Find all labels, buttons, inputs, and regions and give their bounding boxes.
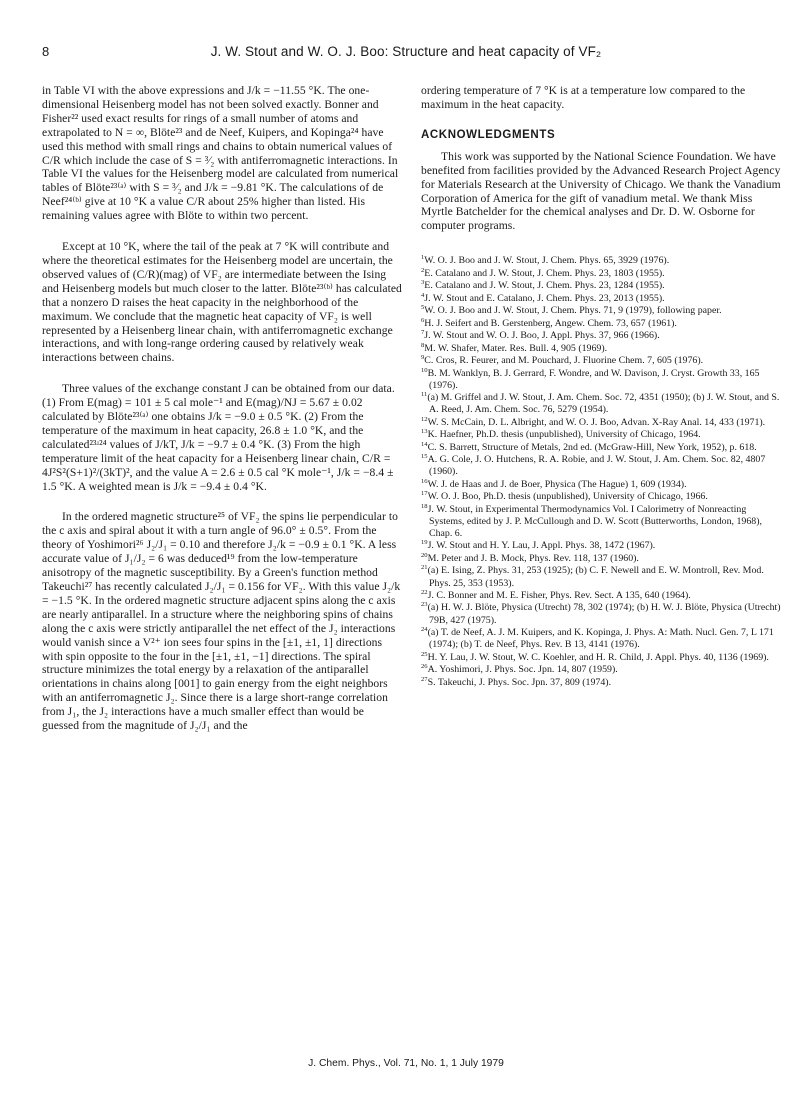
running-header [0,44,812,64]
reference-item [421,553,783,565]
reference-item [421,318,783,330]
paragraph: ordering temperature of 7 °K is at a temperature low compared to the maximum in the heat capacity. [421,84,746,111]
reference-text: J. W. Stout and E. Catalano, J. Chem. Phys. 23, 2013 (1955). [424,292,665,304]
acknowledgments-heading: ACKNOWLEDGMENTS [421,128,556,141]
reference-item [421,504,783,540]
acknowledgments-text: This work was supported by the National Science Foundation. We have benefited from facilities provided by the Advanced Research Project Agency for Materials Research at the University of Chicago. We thank the Vanadium Corporation of America for the gift of vanadium metal. We thank Miss Myrtle Batchelder for the chemical analyses and Dr. D. W. Osborne for computer programs. [421,149,781,233]
reference-number: 24 [421,626,428,634]
reference-number: 13 [421,428,428,436]
reference-number: 17 [421,490,428,498]
reference-number: 5 [421,304,425,312]
reference-number: 12 [421,415,428,423]
reference-text: W. S. McCain, D. L. Albright, and W. O. J. Boo, Advan. X-Ray Anal. 14, 433 (1971). [427,416,766,428]
reference-text: J. W. Stout and W. O. J. Boo, J. Appl. Phys. 37, 966 (1966). [424,330,660,342]
reference-text: J. W. Stout and H. Y. Lau, J. Appl. Phys. 38, 1472 (1967). [427,540,656,552]
reference-text: W. O. J. Boo and J. W. Stout, J. Chem. Phys. 71, 9 (1979), following paper. [424,305,722,317]
reference-item [421,268,783,280]
reference-text: S. Takeuchi, J. Phys. Soc. Jpn. 37, 809 (1974). [427,676,612,688]
reference-item [421,491,783,503]
reference-number: 19 [421,539,428,547]
reference-item [421,540,783,552]
reference-item [421,677,783,689]
reference-number: 21 [421,564,428,572]
reference-text: W. O. J. Boo, Ph.D. thesis (unpublished), University of Chicago, 1966. [427,491,708,503]
reference-number: 14 [421,440,428,448]
reference-text: (a) H. W. J. Blöte, Physica (Utrecht) 78, 302 (1974); (b) H. W. J. Blöte, Physica (Utrecht) 79B, 427 (1975). [427,602,781,626]
reference-item [421,429,783,441]
reference-text: C. Cros, R. Feurer, and M. Pouchard, J. Fluorine Chem. 7, 605 (1976). [424,355,704,367]
reference-number: 27 [421,675,428,683]
reference-text: (a) T. de Neef, A. J. M. Kuipers, and K. Kopinga, J. Phys. A: Math. Nucl. Gen. 7, L 171 (1974); (b) T. de Neef, Phys. Rev. B 13, 4141 (1976). [427,627,774,651]
reference-number: 26 [421,663,428,671]
paragraph: In the ordered magnetic structure²⁵ of VF₂ the spins lie perpendicular to the c axis and spiral about it with a turn angle of 96.0° ± 0.5°. From the theory of Yoshimori²⁶ J₂/J₁ = 0.10 and therefore J₂/k = −0.9 ± 0.1 °K. A less accurate value of J₁/J₂ = 6 was deduced¹⁹ from the low-temperature anisotropy of the magnetic susceptibility. By a Green's function method Takeuchi²⁷ has recently calculated J₂/J₁ = 0.156 for VF₂. With this value J₂/k = −1.5 °K. In the ordered magnetic structure adjacent spins along the c axis are nearly antiparallel. In a structure where the neighboring spins of chains along the c axis were strictly antiparallel the net effect of the J₂ interactions would vanish since a V²⁺ ion sees four spins in the [±1, ±1, 1] directions with spin opposite to the four in the [±1, ±1, −1] directions. The spiral structure minimizes the total energy by a relaxation of the antiparallel orientations in chains along [001] to gain energy from the eight neighbors with an antiferromagnetic J₂. Since there is a large short-range correlation from J₁, the J₂ interactions have a much smaller effect than would be guessed from the magnitude of J₂/J₁ and the [42,510,401,733]
reference-item [421,565,783,589]
reference-item [421,627,783,651]
reference-text: H. J. Seifert and B. Gerstenberg, Angew. Chem. 73, 657 (1961). [424,317,677,329]
reference-number: 11 [421,391,428,399]
right-column [421,84,783,689]
reference-text: A. Yoshimori, J. Phys. Soc. Jpn. 14, 807 (1959). [427,664,618,676]
reference-item [421,343,783,355]
reference-item [421,305,783,317]
left-column [42,84,402,750]
reference-item [421,454,783,478]
reference-text: H. Y. Lau, J. W. Stout, W. C. Koehler, and H. R. Child, J. Appl. Phys. 40, 1136 (1969). [427,651,769,663]
reference-text: B. M. Wanklyn, B. J. Gerrard, F. Wondre, and W. Davison, J. Cryst. Growth 33, 165 (1976). [427,367,760,391]
reference-item [421,280,783,292]
reference-number: 23 [421,601,428,609]
reference-text: E. Catalano and J. W. Stout, J. Chem. Phys. 23, 1803 (1955). [424,267,665,279]
reference-item [421,368,783,392]
reference-number: 3 [421,279,425,287]
reference-item [421,392,783,416]
reference-number: 15 [421,453,428,461]
reference-text: M. W. Shafer, Mater. Res. Bull. 4, 905 (1969). [424,342,608,354]
paragraph: in Table VI with the above expressions and J/k = −11.55 °K. The one-dimensional Heisenberg model has not been solved exactly. Bonner and Fisher²² used exact results for rings of a small number of atoms and extrapolated to N = ∞, Blöte²³ and de Neef, Kuipers, and Kopinga²⁴ have used this method with small rings and chains to obtain numerical values of C/R which include the case of S = ³⁄₂ with antiferromagnetic interactions. In Table VI the values for the Heisenberg model are calculated from numerical tables of Blöte²³⁽ᵃ⁾ with S = ³⁄₂ and J/k = −9.81 °K. The calculations of de Neef²⁴⁽ᵇ⁾ give at 10 °K a value C/R about 25% higher than listed. His remaining values agree with Blöte to within two percent. [42,84,399,223]
reference-number: 20 [421,551,428,559]
reference-number: 22 [421,588,428,596]
reference-list [421,255,783,688]
reference-text: J. C. Bonner and M. E. Fisher, Phys. Rev. Sect. A 135, 640 (1964). [427,589,691,601]
running-title: J. W. Stout and W. O. J. Boo: Structure and heat capacity of VF₂ [210,44,602,59]
reference-number: 16 [421,477,428,485]
reference-number: 1 [421,254,425,262]
reference-text: C. S. Barrett, Structure of Metals, 2nd ed. (McGraw-Hill, New York, 1952), p. 618. [427,441,757,453]
reference-number: 25 [421,650,428,658]
reference-item [421,442,783,454]
reference-text: (a) E. Ising, Z. Phys. 31, 253 (1925); (b) C. F. Newell and E. W. Montroll, Rev. Mod. Phys. 25, 353 (1953). [427,565,764,589]
reference-number: 2 [421,266,425,274]
reference-number: 9 [421,354,425,362]
reference-number: 4 [421,291,425,299]
reference-item [421,417,783,429]
reference-item [421,602,783,626]
reference-item [421,479,783,491]
reference-item [421,255,783,267]
reference-number: 18 [421,502,428,510]
reference-number: 7 [421,329,425,337]
paragraph: Except at 10 °K, where the tail of the peak at 7 °K will contribute and where the theoretical estimates for the Heisenberg model are uncertain, the observed values of (C/R)(mag) of VF₂ are intermediate between the Ising and Heisenberg models but much closer to the latter. Blöte²³⁽ᵇ⁾ has calculated that a nonzero D raises the heat capacity in the neighborhood of the maximum. We conclude that the magnetic heat capacity of VF₂ is well represented by a Heisenberg linear chain, with antiferromagnetic exchange interactions, and with long-range ordering caused by relatively weak interactions between chains. [42,240,402,365]
reference-text: J. W. Stout, in Experimental Thermodynamics Vol. I Calorimetry of Nonreacting Systems, edited by J. P. McCullough and D. W. Scott (Butterworths, London, 1968), Chap. 6. [427,503,762,539]
journal-citation: J. Chem. Phys., Vol. 71, No. 1, 1 July 1979 [308,1058,504,1069]
reference-item [421,355,783,367]
reference-text: E. Catalano and J. W. Stout, J. Chem. Phys. 23, 1284 (1955). [424,280,665,292]
reference-text: (a) M. Griffel and J. W. Stout, J. Am. Chem. Soc. 72, 4351 (1950); (b) J. W. Stout, and S. A. Reed, J. Am. Chem. Soc. 76, 5279 (1954). [427,392,780,416]
reference-item [421,652,783,664]
reference-text: W. J. de Haas and J. de Boer, Physica (The Hague) 1, 609 (1934). [427,478,687,490]
paragraph: Three values of the exchange constant J can be obtained from our data. (1) From E(mag) = 101 ± 5 cal mole⁻¹ and E(mag)/NJ = 5.67 ± 0.02 calculated by Blöte²³⁽ᵃ⁾ one obtains J/k = −9.0 ± 0.5 °K. (2) From the temperature of the maximum in heat capacity, 26.8 ± 1.0 °K, and the calculated²³ʴ²⁴ values of J/kT, J/k = −9.7 ± 0.4 °K. (3) From the high temperature limit of the heat capacity for a Heisenberg linear chain, C/R = 4J²S²(S+1)²/(3kT)², and the value A = 2.6 ± 0.5 cal °K mole⁻¹, J/k = −8.4 ± 1.5 °K. A weighted mean is J/k = −9.4 ± 0.4 °K. [42,382,395,493]
reference-number: 6 [421,316,425,324]
reference-item [421,330,783,342]
reference-number: 8 [421,341,425,349]
reference-text: M. Peter and J. B. Mock, Phys. Rev. 118, 137 (1960). [427,552,639,564]
reference-text: W. O. J. Boo and J. W. Stout, J. Chem. Phys. 65, 3929 (1976). [424,255,670,267]
reference-item [421,293,783,305]
reference-text: K. Haefner, Ph.D. thesis (unpublished), University of Chicago, 1964. [427,429,701,441]
reference-number: 10 [421,366,428,374]
page-number: 8 [42,44,50,59]
reference-item [421,590,783,602]
reference-item [421,664,783,676]
reference-text: A. G. Cole, J. O. Hutchens, R. A. Robie, and J. W. Stout, J. Am. Chem. Soc. 82, 4807 (1960). [427,454,766,478]
